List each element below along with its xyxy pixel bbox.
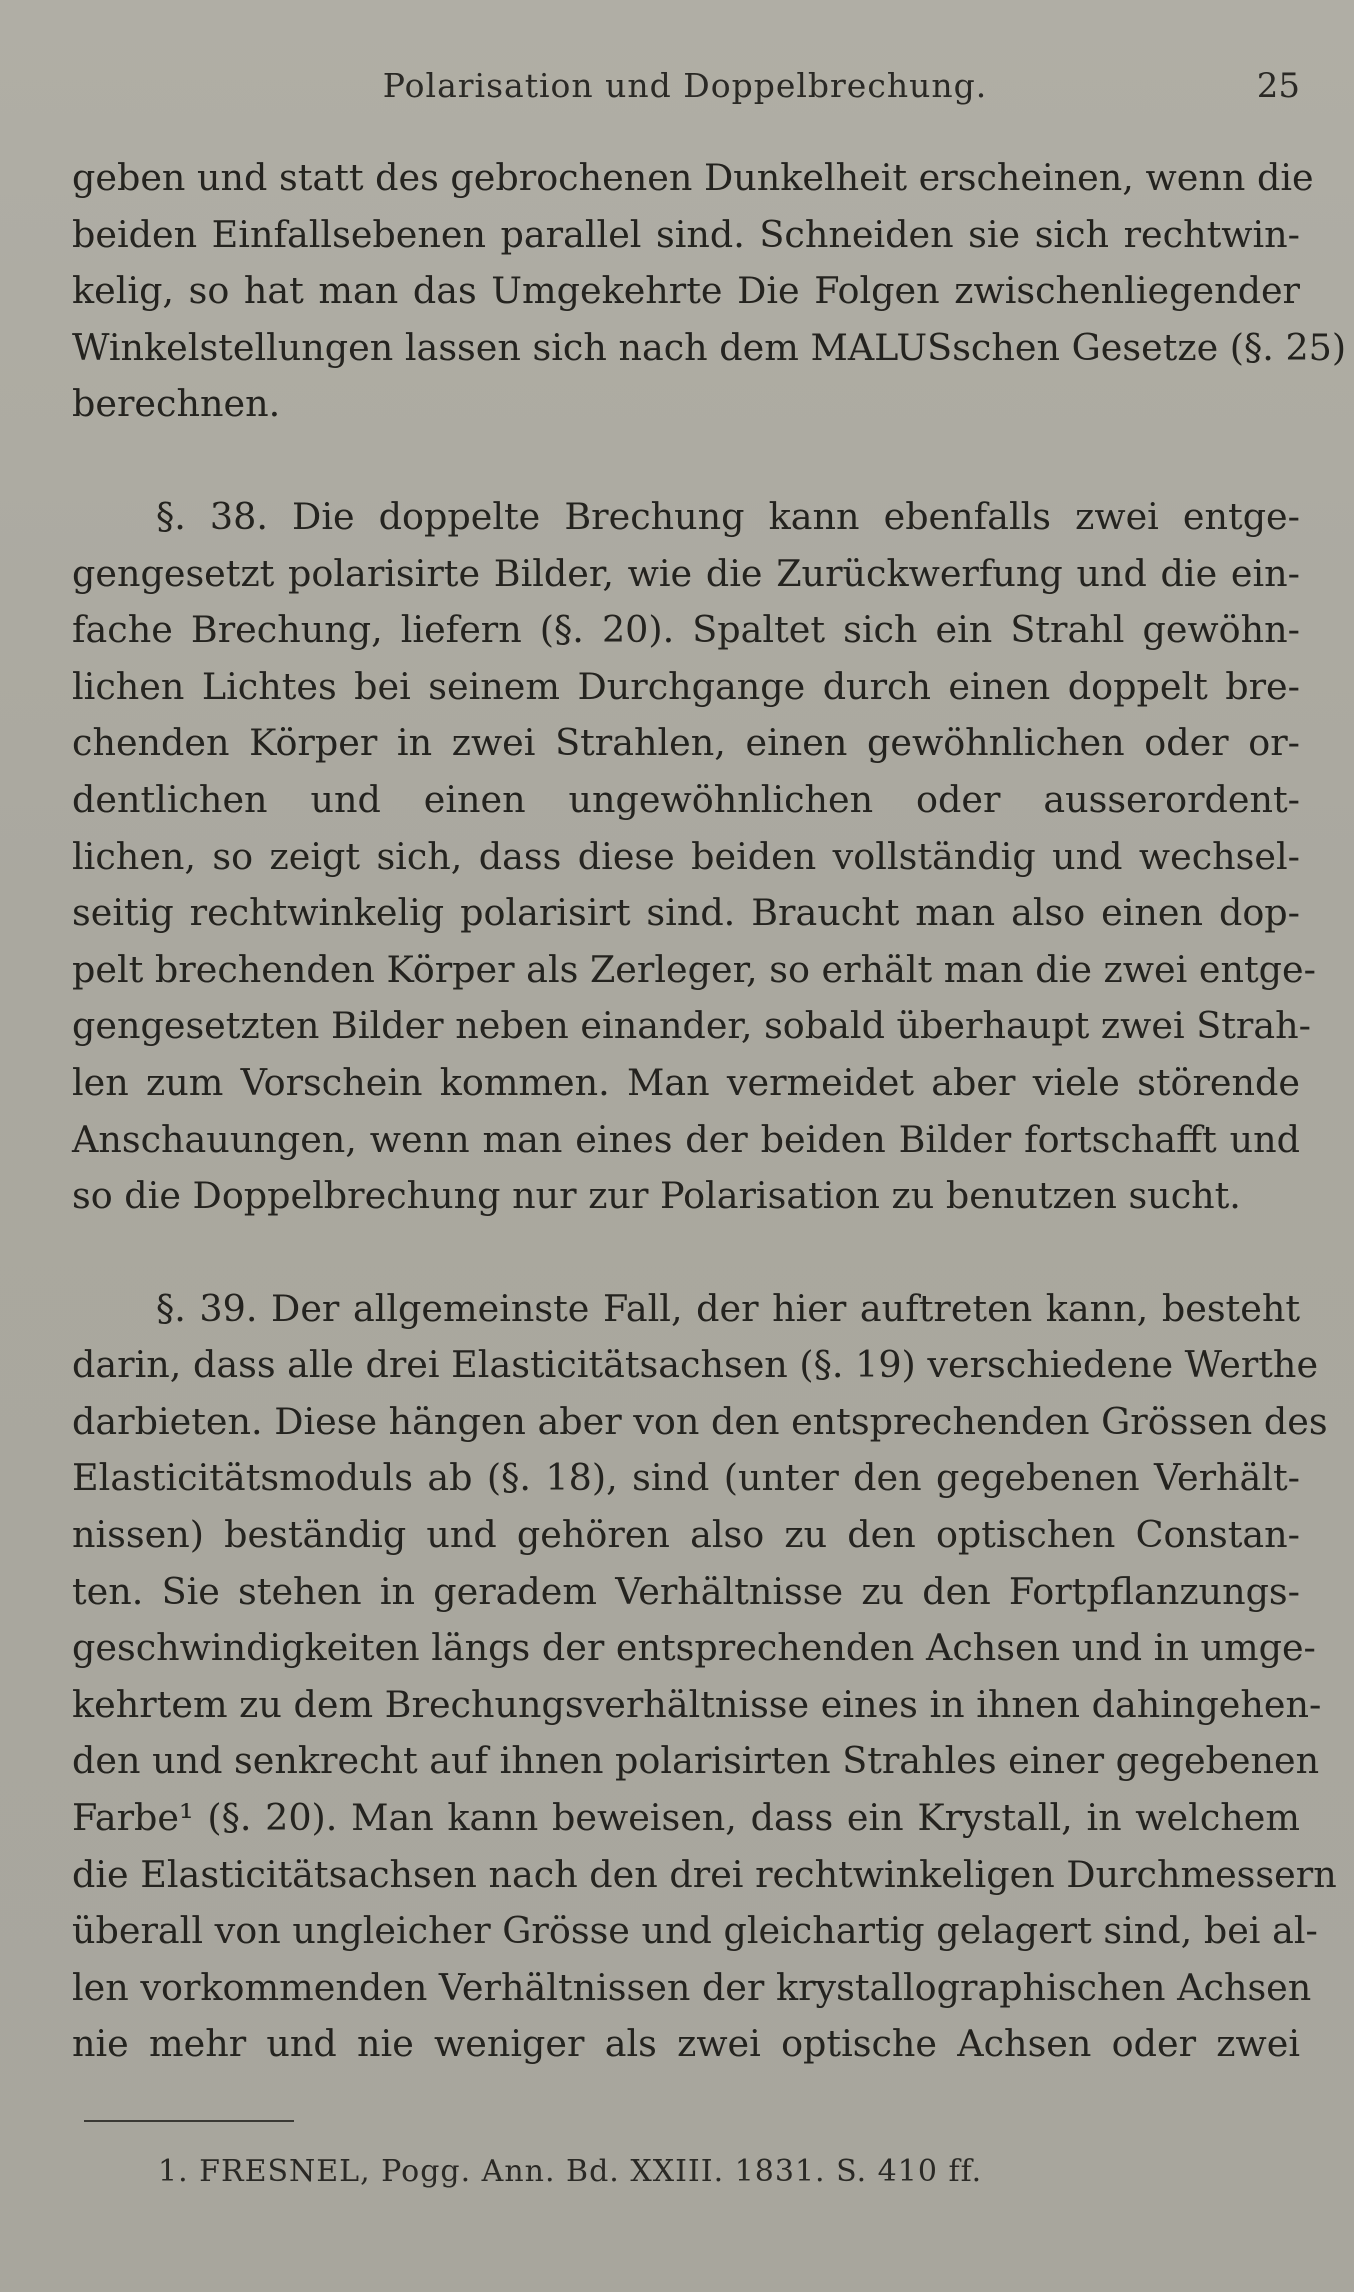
text-line: len zum Vorschein kommen. Man vermeidet aber viele störende — [72, 1060, 1300, 1104]
text-line: nie mehr und nie weniger als zwei optische Achsen oder zwei — [72, 2022, 1300, 2066]
text-line: den und senkrecht auf ihnen polarisirten Strahles einer gegebenen — [72, 1739, 1320, 1783]
text-line: ten. Sie stehen in geradem Verhältnisse zu den Fortpflanzungs- — [72, 1569, 1300, 1613]
text-line: Winkelstellungen lassen sich nach dem MALUSschen Gesetze (§. 25) — [72, 325, 1347, 369]
body-text — [72, 150, 1347, 2073]
paragraph-gap — [72, 433, 1300, 489]
text-line: kehrtem zu dem Brechungsverhältnisse eines in ihnen dahingehen- — [72, 1682, 1322, 1726]
text-line: berechnen. — [72, 382, 281, 426]
text-line: chenden Körper in zwei Strahlen, einen gewöhnlichen oder or- — [72, 721, 1300, 765]
text-line: überall von ungleicher Grösse und gleichartig gelagert sind, bei al- — [72, 1909, 1318, 1953]
text-line: fache Brechung, liefern (§. 20). Spaltet sich ein Strahl gewöhn- — [72, 608, 1300, 652]
footnote: 1. FRESNEL, Pogg. Ann. Bd. XXIII. 1831. S. 410 ff. — [158, 2154, 983, 2189]
text-line: §. 39. Der allgemeinste Fall, der hier auftreten kann, besteht — [156, 1286, 1300, 1330]
text-line: kelig, so hat man das Umgekehrte Die Folgen zwischenliegender — [72, 269, 1300, 313]
text-line: beiden Einfallsebenen parallel sind. Schneiden sie sich rechtwin- — [72, 212, 1300, 256]
text-line: lichen Lichtes bei seinem Durchgange durch einen doppelt bre- — [72, 664, 1300, 708]
text-line: gengesetzten Bilder neben einander, sobald überhaupt zwei Strah- — [72, 1004, 1311, 1048]
text-line: Farbe¹ (§. 20). Man kann beweisen, dass ein Krystall, in welchem — [72, 1796, 1300, 1840]
paragraph-section-39 — [72, 1281, 1337, 2073]
paragraph-continuation — [72, 150, 1347, 433]
text-line: so die Doppelbrechung nur zur Polarisation zu benutzen sucht. — [72, 1174, 1241, 1218]
text-line: len vorkommenden Verhältnissen der krystallographischen Achsen — [72, 1965, 1312, 2009]
text-line: darin, dass alle drei Elasticitätsachsen (§. 19) verschiedene Werthe — [72, 1343, 1319, 1387]
text-line: geschwindigkeiten längs der entsprechenden Achsen und in umge- — [72, 1626, 1316, 1670]
page-number: 25 — [1256, 66, 1300, 106]
paragraph-section-38 — [72, 489, 1316, 1225]
text-line: Elasticitätsmoduls ab (§. 18), sind (unter den gegebenen Verhält- — [72, 1456, 1300, 1500]
text-line: pelt brechenden Körper als Zerleger, so erhält man die zwei entge- — [72, 947, 1316, 991]
text-line: dentlichen und einen ungewöhnlichen oder ausserordent- — [72, 777, 1300, 821]
text-line: Anschauungen, wenn man eines der beiden Bilder fortschafft und — [72, 1117, 1300, 1161]
text-line: nissen) beständig und gehören also zu den optischen Constan- — [72, 1513, 1300, 1557]
text-line: gengesetzt polarisirte Bilder, wie die Zurückwerfung und die ein- — [72, 551, 1300, 595]
text-line: seitig rechtwinkelig polarisirt sind. Braucht man also einen dop- — [72, 891, 1300, 935]
text-line: §. 38. Die doppelte Brechung kann ebenfalls zwei entge- — [156, 494, 1300, 538]
running-title: Polarisation und Doppelbrechung. — [382, 66, 988, 105]
page-header — [70, 66, 1300, 116]
text-line: die Elasticitätsachsen nach den drei rechtwinkeligen Durchmessern — [72, 1852, 1337, 1896]
paragraph-gap — [72, 1225, 1300, 1281]
text-line: lichen, so zeigt sich, dass diese beiden vollständig und wechsel- — [72, 834, 1300, 878]
text-line: geben und statt des gebrochenen Dunkelheit erscheinen, wenn die — [72, 156, 1314, 199]
text-line: darbieten. Diese hängen aber von den entsprechenden Grössen des — [72, 1399, 1328, 1443]
footnote-divider — [84, 2120, 294, 2122]
